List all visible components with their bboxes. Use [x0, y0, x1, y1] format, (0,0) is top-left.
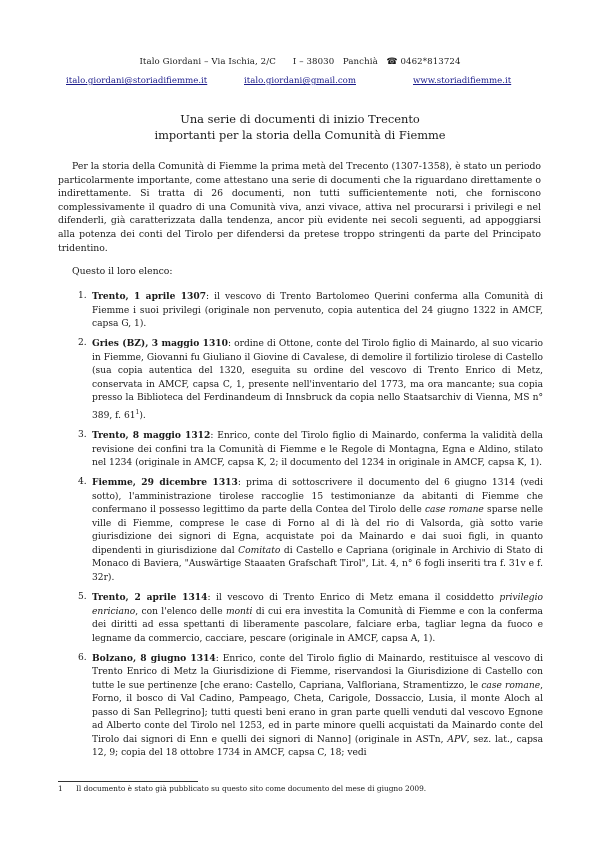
list-item-text: , sez. lat., capsa 12, 9; copia del 18 ottobre 1734 in AMCF, capsa C, 18; vedi: [92, 734, 544, 759]
town: Panchià: [342, 57, 378, 67]
list-item: [58, 652, 543, 761]
author-address: Italo Giordani – Via Ischia, 2/C: [139, 57, 276, 67]
list-item-text: : Enrico, conte del Tirolo figlio di Mainardo, restituisce al vescovo di Trento Enrico di Metz la Giurisdizione di Fiemme, riservandosi la Giurisdizione di Castello con tutte le sue pertinenze [che erano: Castello, Capriana, Valfloriana, Stramentizzo, le: [92, 653, 543, 691]
list-item: [58, 337, 543, 423]
footnote: [58, 784, 548, 793]
list-item-emphasis: case romane: [424, 505, 484, 516]
list-item-number: 6.: [78, 652, 87, 663]
list-item-heading: Trento, 1 aprile 1307: [92, 291, 207, 302]
list-item-number: 5.: [78, 591, 87, 602]
footnote-text: Il documento è stato già pubblicato su questo sito come documento del mese di giugno 2009.: [76, 784, 427, 793]
document-list: [58, 290, 543, 767]
footnote-reference[interactable]: 1: [135, 408, 140, 416]
list-item-text-tail: ).: [139, 410, 146, 421]
list-item-emphasis: privilegio enriciano: [92, 592, 543, 617]
list-item-text: : il vescovo di Trento Bartolomeo Querini conferma alla Comunità di Fiemme i suoi privilegi (originale non pervenuto, copia autentica del 24 giugno 1322 in AMCF, capsa G, 1).: [92, 292, 543, 330]
title-line-2: importanti per la storia della Comunità di Fiemme: [154, 128, 446, 142]
list-item-text: : ordine di Ottone, conte del Tirolo figlio di Mainardo, al suo vicario in Fiemme, Giovanni fu Giuliano il Giovine di Cavalese, di demolire il fortilizio tirolese di Castello (sua copia autentica del 1320, eseguita su ordine del vescovo di Trento Enrico di Metz, conservata in AMCF, capsa C, 1, presente nell'inventario del 1773, ma ora mancante; sua copia presso la Biblioteca del Ferdinandeum di Innsbruck da copia nello Staatsarchiv di Vienna, MS n° 389, f. 61: [92, 339, 543, 421]
list-item-emphasis: monti: [225, 606, 253, 617]
postal-code: I – 38030: [292, 57, 335, 67]
website-link[interactable]: www.storiadifiemme.it: [413, 76, 512, 86]
list-item-emphasis: case romane: [481, 680, 541, 691]
letterhead: [0, 57, 600, 67]
list-item: [58, 429, 543, 471]
list-intro: Questo il loro elenco:: [72, 266, 173, 277]
document-title: [0, 111, 600, 143]
list-item-heading: Fiemme, 29 dicembre 1313: [92, 477, 238, 489]
list-item-text: , Forno, il bosco di Val Cadino, Pampeago, Cheta, Carigole, Dossaccio, Lusia, il monte Aloch al passo di San Pellegrino]; tutti questi beni erano in gran parte quelli venduti dal vescovo Egnone ad Alberto conte del Tirolo nel 1253, ed in parte minore quelli acquistati da Mainardo conte del Tirolo dai signori di Enn e quelli dei signori di Nanno] (originale in ASTn,: [92, 680, 543, 745]
list-item-text: , con l'elenco delle: [135, 606, 226, 617]
list-item-number: 1.: [78, 291, 87, 301]
list-item-text: sparse nelle ville di Fiemme, comprese le case di Forno al di là del rio di Valsorda, già sotto varie giurisdizione dei signori di Egna, acquistate poi da Mainardo e dai suoi figli, in quanto dipendenti in giurisdizione dal: [92, 505, 543, 556]
footnote-number: 1: [58, 784, 63, 793]
list-item-number: 4.: [78, 477, 87, 488]
list-item: [58, 591, 543, 646]
list-item: [58, 476, 543, 585]
footnote-divider: [58, 781, 198, 782]
email-link-gmail[interactable]: italo.giordani@gmail.com: [244, 76, 356, 86]
intro-paragraph: Per la storia della Comunità di Fiemme la prima metà del Trecento (1307-1358), è stato un periodo particolarmente importante, come attestano una serie di documenti che la riguardano direttamente o indirettamente. Si tratta di 26 documenti, non tutti sufficientemente noti, che forniscono complessivamente il quadro di una Comunità viva, anzi vivace, attiva nel procurarsi i privilegi e nel difenderli, già caratterizzata dalla tendenza, ancor più evidente nei secoli seguenti, ad appoggiarsi alla potenza dei conti del Tirolo per difendersi da pretese troppo stringenti da parte del Principato tridentino.: [58, 161, 541, 254]
list-item-number: 3.: [78, 429, 87, 440]
telephone-icon: ☎: [386, 57, 398, 67]
list-item-emphasis: APV: [447, 734, 467, 745]
list-item-text: : prima di sottoscrivere il documento del 6 giugno 1314 (vedi sotto), l'amministrazione tirolese raccoglie 15 testimonianze da abitanti di Fiemme che confermano il possesso legittimo da parte della Contea del Tirolo delle: [92, 478, 543, 516]
email-link-storiadifiemme[interactable]: italo.giordani@storiadifiemme.it: [66, 76, 208, 86]
list-item-text: di cui era investita la Comunità di Fiemme e con la conferma dei diritti ad essa spettanti di liberamente pascolare, falciare erba, tagliar legna da fuoco e legname da commercio, cacciare, pescare (originale in AMCF, capsa A, 1).: [92, 606, 543, 644]
list-item-text: : il vescovo di Trento Enrico di Metz emana il cosiddetto: [207, 592, 500, 603]
phone-number: 0462*813724: [400, 57, 461, 67]
list-item-number: 2.: [78, 338, 87, 349]
list-item-heading: Gries (BZ), 3 maggio 1310: [92, 338, 228, 350]
list-item-text: : Enrico, conte del Tirolo figlio di Mainardo, conferma la validità della revisione dei confini tra la Comunità di Fiemme e le Regole di Montagna, Egna e Aldino, stilato nel 1234 (originale in AMCF, capsa K, 2; il documento del 1234 in originale in AMCF, capsa K, 1).: [92, 430, 543, 469]
title-line-1: Una serie di documenti di inizio Trecento: [180, 112, 420, 126]
list-item-emphasis: Comitato: [238, 545, 281, 556]
list-item-heading: Bolzano, 8 giugno 1314: [92, 652, 216, 664]
list-item: [58, 290, 543, 332]
list-item-text: di Castello e Capriana (originale in Archivio di Stato di Monaco di Baviera, "Auswärtige Staaaten Grafschaft Tirol", Lit. 4, n° 6 fogli inseriti tra f. 31v e f. 32r).: [92, 545, 543, 583]
list-item-heading: Trento, 2 aprile 1314: [92, 591, 208, 603]
list-item-heading: Trento, 8 maggio 1312: [92, 429, 211, 441]
